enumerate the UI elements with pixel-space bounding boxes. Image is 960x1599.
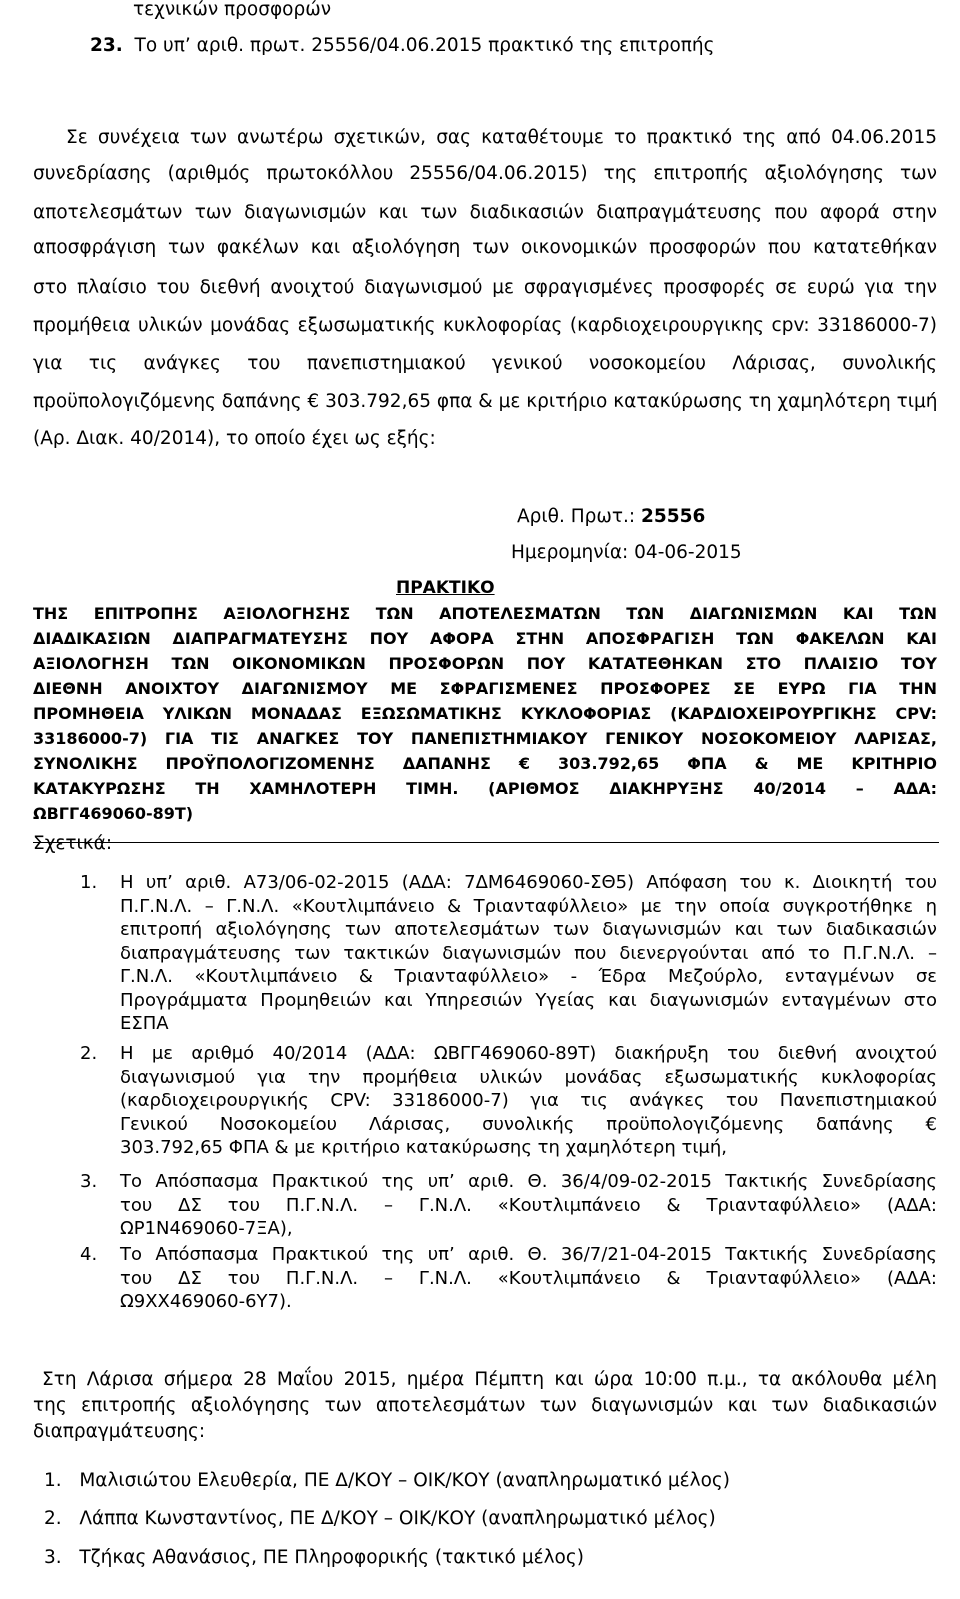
member-number: 1. (44, 1470, 62, 1491)
protocol-value: 25556 (641, 506, 706, 527)
meeting-line: Στη Λάρισα σήμερα 28 Μαΐου 2015, ημέρα Πέμπτη και ώρα 10:00 π.μ., τα ακόλουθα μέλη (42, 1369, 937, 1390)
item-23-number: 23. (90, 35, 123, 56)
member-item (44, 1507, 716, 1531)
top-fragment: τεχνικών προσφορών (133, 0, 332, 20)
date-value: 04-06-2015 (634, 542, 742, 563)
member-text: Τζήκας Αθανάσιος, ΠΕ Πληροφορικής (τακτικό μέλος) (79, 1547, 584, 1568)
intro-line: (Αρ. Διακ. 40/2014), το οποίο έχει ως εξής: (33, 428, 436, 449)
title-line: ΤΗΣ ΕΠΙΤΡΟΠΗΣ ΑΞΙΟΛΟΓΗΣΗΣ ΤΩΝ ΑΠΟΤΕΛΕΣΜΑΤΩΝ ΤΩΝ ΔΙΑΓΩΝΙΣΜΩΝ ΚΑΙ ΤΩΝ (33, 604, 937, 623)
intro-line: προμήθεια υλικών μονάδας εξωσωματικής κυκλοφορίας (καρδιοχειρουργικης cpv: 33186000-7) (33, 315, 937, 336)
intro-line: αποτελεσμάτων των διαγωνισμών και των διαδικασιών διαπραγμάτευσης που αφορά στην (33, 202, 937, 223)
related-item-line: Η με αριθμό 40/2014 (ΑΔΑ: ΩΒΓΓ469060-89Τ) διακήρυξη του διεθνή ανοιχτού (120, 1043, 937, 1064)
related-item-line: επιτροπή αξιολόγησης των αποτελεσμάτων των διαγωνισμών και των διαδικασιών (120, 919, 937, 940)
related-item-line: του ΔΣ του Π.Γ.Ν.Λ. – Γ.Ν.Λ. «Κουτλιμπάνειο & Τριανταφύλλειο» (ΑΔΑ: (120, 1194, 937, 1216)
related-item-line: Γ.Ν.Λ. «Κουτλιμπάνειο & Τριανταφύλλειο» - Έδρα Μεζούρλο, ενταγμένων σε (120, 966, 937, 987)
intro-line: στο πλαίσιο του διεθνή ανοιχτού διαγωνισμού με σφραγισμένες προσφορές σε ευρώ για την (33, 277, 937, 298)
related-item-line: Το Απόσπασμα Πρακτικού της υπ’ αριθ. Θ. 36/7/21-04-2015 Τακτικής Συνεδρίασης (120, 1244, 937, 1265)
protocol-number (517, 505, 705, 529)
title-line: ΔΙΕΘΝΗ ΑΝΟΙΧΤΟΥ ΔΙΑΓΩΝΙΣΜΟΥ ΜΕ ΣΦΡΑΓΙΣΜΕΝΕΣ ΠΡΟΣΦΟΡΕΣ ΣΕ ΕΥΡΩ ΓΙΑ ΤΗΝ (33, 679, 937, 698)
title-line: ΚΑΤΑΚΥΡΩΣΗΣ ΤΗ ΧΑΜΗΛΟΤΕΡΗ ΤΙΜΗ. (ΑΡΙΘΜΟΣ ΔΙΑΚΗΡΥΞΗΣ 40/2014 – ΑΔΑ: (33, 779, 937, 798)
related-item-line: Προγράμματα Προμηθειών και Υπηρεσιών Υγείας και διαγωνισμών ενταγμένων στο (120, 989, 937, 1011)
related-item-number: 1. (80, 872, 98, 893)
related-item-line: (καρδιοχειρουργικής CPV: 33186000-7) για τις ανάγκες του Πανεπιστημιακού (120, 1090, 937, 1111)
member-item (44, 1469, 730, 1493)
related-item-number: 2. (80, 1043, 98, 1064)
intro-line: για τις ανάγκες του πανεπιστημιακού γενικού νοσοκομείου Λάρισας, συνολικής (33, 353, 937, 374)
date-label: Ημερομηνία: (511, 542, 629, 563)
item-23 (90, 34, 715, 58)
related-item-number: 4. (80, 1244, 98, 1265)
related-item-line: Η υπ’ αριθ. Α73/06-02-2015 (ΑΔΑ: 7ΔΜ6469060-ΣΘ5) Απόφαση του κ. Διοικητή του (120, 872, 937, 893)
intro-line: προϋπολογιζόμενης δαπάνης € 303.792,65 φπα & με κριτήριο κατακύρωσης τη χαμηλότερη τιμή (33, 391, 938, 412)
intro-line: Σε συνέχεια των ανωτέρω σχετικών, σας καταθέτουμε το πρακτικό της από 04.06.2015 (66, 127, 937, 148)
related-item-line: ΕΣΠΑ (120, 1013, 169, 1034)
related-item-line: διαγωνισμού για την προμήθεια υλικών μονάδας εξωσωματικής κυκλοφορίας (120, 1066, 937, 1088)
meeting-line: της επιτροπής αξιολόγησης των αποτελεσμάτων των διαγωνισμών και των διαδικασιών (33, 1395, 937, 1416)
related-item-line: Ω9ΧΧ469060-6Υ7). (120, 1291, 292, 1312)
related-item-number: 3. (80, 1171, 98, 1192)
related-item-line: Γενικού Νοσοκομείου Λάρισας, συνολικής προϋπολογιζόμενης δαπάνης € (120, 1113, 937, 1135)
title-block (33, 601, 937, 826)
member-item (44, 1546, 584, 1570)
title-line: ΔΙΑΔΙΚΑΣΙΩΝ ΔΙΑΠΡΑΓΜΑΤΕΥΣΗΣ ΠΟΥ ΑΦΟΡΑ ΣΤΗΝ ΑΠΟΣΦΡΑΓΙΣΗ ΤΩΝ ΦΑΚΕΛΩΝ ΚΑΙ (33, 629, 937, 648)
divider-line (33, 842, 939, 843)
member-text: Λάππα Κωνσταντίνος, ΠΕ Δ/ΚΟΥ – ΟΙΚ/ΚΟΥ (αναπληρωματικό μέλος) (79, 1508, 716, 1529)
heading-text: ΠΡΑΚΤΙΚΟ (396, 578, 495, 598)
meeting-line: διαπραγμάτευσης: (33, 1421, 206, 1442)
intro-line: αποσφράγιση των φακέλων και αξιολόγηση των οικονομικών προσφορών που κατατεθήκαν (33, 237, 937, 258)
related-item-line: Το Απόσπασμα Πρακτικού της υπ’ αριθ. Θ. 36/4/09-02-2015 Τακτικής Συνεδρίασης (120, 1171, 937, 1192)
member-number: 3. (44, 1547, 62, 1568)
protocol-label: Αριθ. Πρωτ.: (517, 506, 636, 527)
document-date (511, 541, 742, 565)
item-23-text: Το υπ’ αριθ. πρωτ. 25556/04.06.2015 πρακτικό της επιτροπής (134, 35, 715, 56)
related-item-line: του ΔΣ του Π.Γ.Ν.Λ. – Γ.Ν.Λ. «Κουτλιμπάνειο & Τριανταφύλλειο» (ΑΔΑ: (120, 1267, 937, 1289)
member-text: Μαλισιώτου Ελευθερία, ΠΕ Δ/ΚΟΥ – ΟΙΚ/ΚΟΥ (αναπληρωματικό μέλος) (79, 1470, 731, 1491)
related-label: Σχετικά: (33, 833, 113, 854)
title-line: ΣΥΝΟΛΙΚΗΣ ΠΡΟΫΠΟΛΟΓΙΖΟΜΕΝΗΣ ΔΑΠΑΝΗΣ € 303.792,65 ΦΠΑ & ΜΕ ΚΡΙΤΗΡΙΟ (33, 754, 937, 773)
related-item-line: διαπραγμάτευσης των τακτικών διαγωνισμών που διενεργούνται από το Π.Γ.Ν.Λ. – (120, 942, 937, 964)
title-line: ΠΡΟΜΗΘΕΙΑ ΥΛΙΚΩΝ ΜΟΝΑΔΑΣ ΕΞΩΣΩΜΑΤΙΚΗΣ ΚΥΚΛΟΦΟΡΙΑΣ (ΚΑΡΔΙΟΧΕΙΡΟΥΡΓΙΚΗΣ CPV: (33, 704, 937, 723)
title-line: ΑΞΙΟΛΟΓΗΣΗ ΤΩΝ ΟΙΚΟΝΟΜΙΚΩΝ ΠΡΟΣΦΟΡΩΝ ΠΟΥ ΚΑΤΑΤΕΘΗΚΑΝ ΣΤΟ ΠΛΑΙΣΙΟ ΤΟΥ (33, 654, 937, 673)
related-item-line: Π.Γ.Ν.Λ. – Γ.Ν.Λ. «Κουτλιμπάνειο & Τριανταφύλλειο» με την οποία συγκροτήθηκε η (120, 895, 937, 917)
member-number: 2. (44, 1508, 62, 1529)
related-item-line: ΩΡ1Ν469060-7ΞΑ), (120, 1218, 293, 1239)
title-line: 33186000-7) ΓΙΑ ΤΙΣ ΑΝΑΓΚΕΣ ΤΟΥ ΠΑΝΕΠΙΣΤΗΜΙΑΚΟΥ ΓΕΝΙΚΟΥ ΝΟΣΟΚΟΜΕΙΟΥ ΛΑΡΙΣΑΣ, (33, 729, 937, 748)
intro-line: συνεδρίασης (αριθμός πρωτοκόλλου 25556/04.06.2015) της επιτροπής αξιολόγησης των (33, 163, 937, 184)
document-heading (396, 576, 495, 600)
related-item-line: 303.792,65 ΦΠΑ & με κριτήριο κατακύρωσης τη χαμηλότερη τιμή, (120, 1137, 727, 1158)
title-line: ΩΒΓΓ469060-89Τ) (33, 804, 194, 823)
